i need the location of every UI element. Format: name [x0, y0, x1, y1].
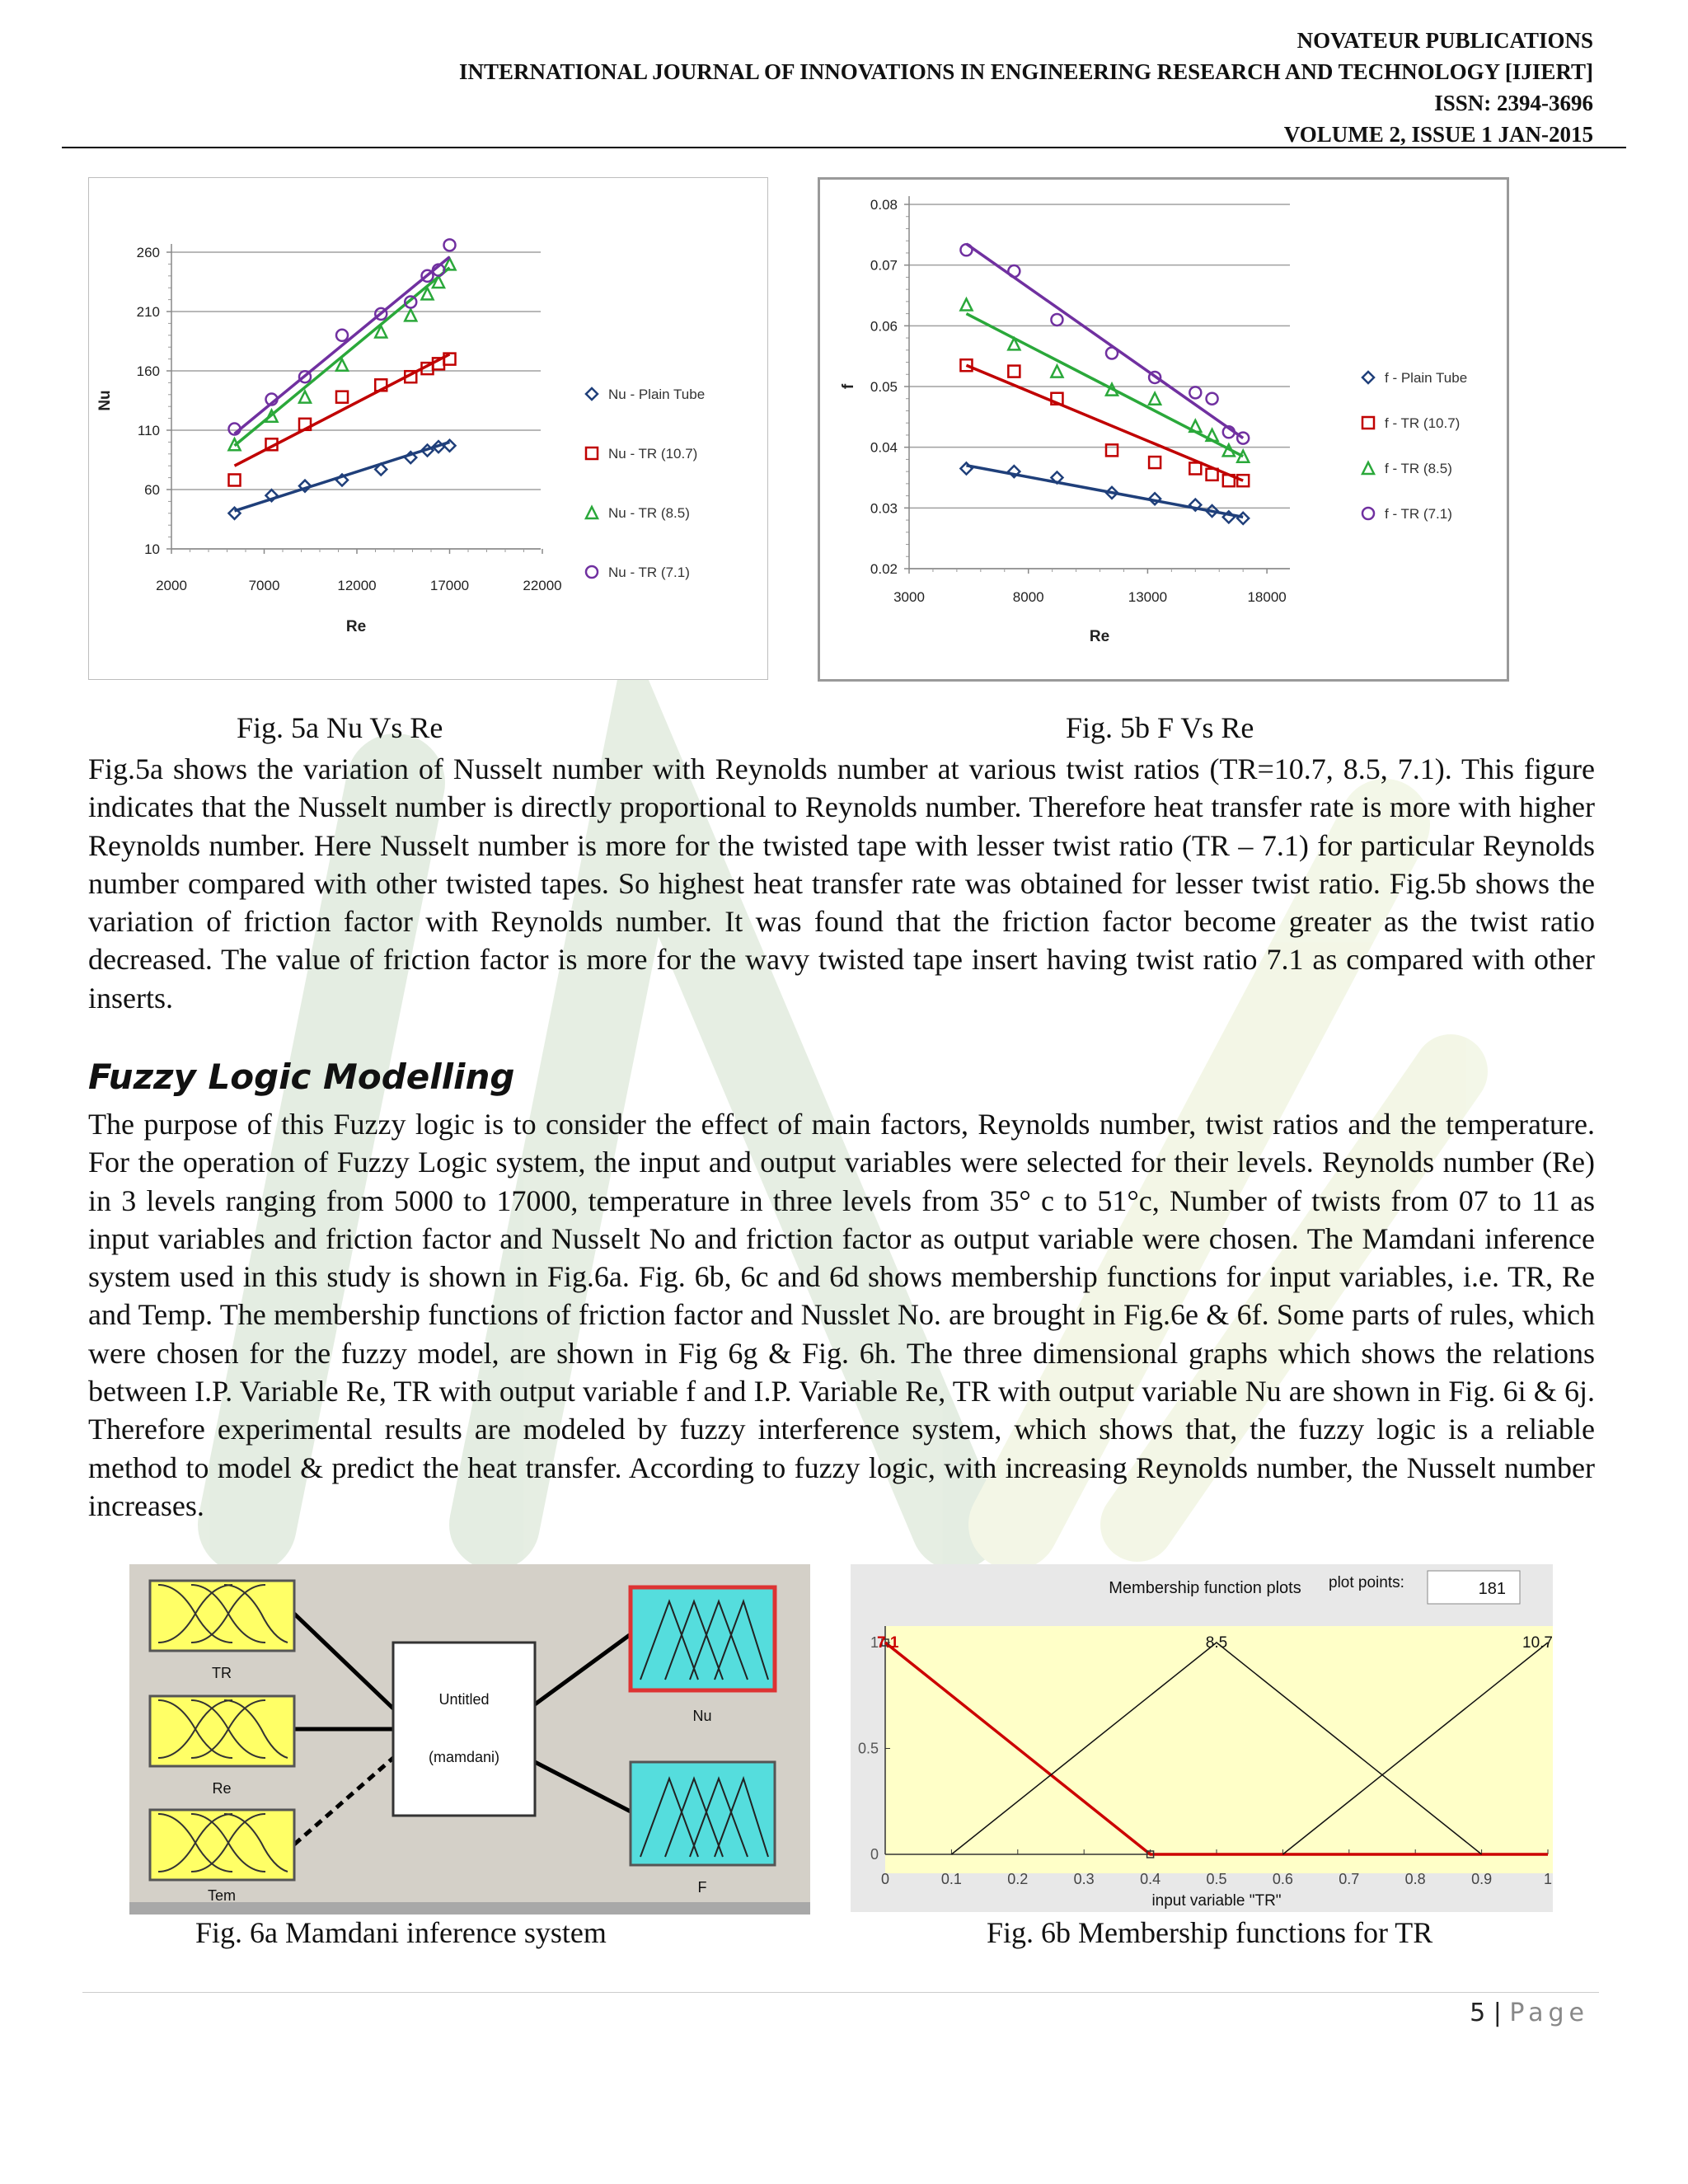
data-point — [336, 330, 348, 341]
running-header — [459, 25, 1593, 150]
data-point — [1008, 366, 1020, 377]
y-tick-label: 0.06 — [870, 318, 898, 335]
x-axis-label: Re — [1089, 628, 1110, 645]
plot-points-label: plot points: — [1329, 1574, 1404, 1591]
mf-axes-area — [885, 1626, 1553, 1873]
x-tick-label: 18000 — [1247, 589, 1287, 605]
data-point — [1237, 451, 1249, 462]
section-title: Fuzzy Logic Modelling — [88, 1057, 515, 1097]
legend-marker — [1362, 417, 1374, 429]
y-tick-label: 110 — [137, 423, 160, 438]
legend-marker — [586, 507, 598, 518]
y-tick-label: 160 — [136, 363, 160, 379]
input-tr-block — [150, 1581, 294, 1651]
volume-issue: VOLUME 2, ISSUE 1 JAN-2015 — [1283, 122, 1593, 147]
fig5b-chart — [820, 180, 1507, 679]
mf-x-tick-label: 0.3 — [1073, 1871, 1095, 1887]
data-point — [1237, 433, 1249, 444]
trend-line-1 — [235, 442, 450, 511]
page-number: 5 | Page — [1470, 1999, 1589, 2027]
mf-peak-label: 8.5 — [1205, 1634, 1228, 1652]
mf-y-tick-label: 0.5 — [857, 1740, 879, 1757]
mf-y-tick-label: 0 — [870, 1846, 879, 1863]
input-tem-block — [150, 1810, 294, 1880]
data-point — [1189, 420, 1201, 432]
output-f-label: F — [697, 1879, 707, 1896]
input-re-label: Re — [212, 1780, 232, 1797]
fig5a-chart — [89, 178, 767, 679]
data-point — [1051, 366, 1062, 377]
data-point — [229, 474, 241, 485]
x-tick-label: 3000 — [893, 589, 925, 605]
data-point — [1237, 513, 1249, 524]
issn: ISSN: 2394-3696 — [1434, 91, 1593, 115]
legend-marker — [1362, 508, 1374, 519]
data-point — [1189, 387, 1201, 398]
mf-y-tick-label: 1 — [870, 1634, 879, 1651]
data-point — [299, 391, 311, 403]
publisher: NOVATEUR PUBLICATIONS — [1296, 28, 1593, 53]
x-tick-label: 22000 — [523, 578, 562, 593]
mf-x-tick-label: 0.5 — [1206, 1871, 1227, 1887]
y-tick-label: 60 — [144, 482, 160, 498]
legend-label: Nu - TR (7.1) — [608, 565, 690, 580]
fis-engine-block — [393, 1643, 535, 1816]
paragraph-results: Fig.5a shows the variation of Nusselt number with Reynolds number at various twist ratios (TR=10.7, 8.5, 7.1). This figure indicates that the Nusselt number is directly proportional to Reynolds number. Therefore heat transfer rate is more with higher Reynolds number. Here Nusselt number is more for the twisted tape with lesser twist ratio (TR – 7.1) for particular Reynolds number compared with other twisted tapes. So highest heat transfer rate was obtained for lesser twist ratio. Fig.5b shows the variation of friction factor with Reynolds number. It was found that the friction factor become greater as the twist ratio decreased. The value of friction factor is more for the wavy twisted tape insert having twist ratio 7.1 as compared with other inserts. — [88, 752, 1595, 1015]
header-rule — [62, 147, 1626, 148]
plot-points-value: 181 — [1478, 1580, 1506, 1598]
mf-x-tick-label: 0.9 — [1471, 1871, 1493, 1887]
legend-label: f - TR (7.1) — [1385, 506, 1452, 522]
mf-x-tick-label: 0.1 — [940, 1871, 962, 1887]
x-tick-label: 13000 — [1128, 589, 1168, 605]
mf-x-tick-label: 0.2 — [1007, 1871, 1029, 1887]
data-point — [1189, 462, 1201, 474]
plot-points-input[interactable] — [1428, 1571, 1520, 1604]
trend-line-3 — [966, 314, 1243, 457]
legend-marker — [586, 388, 598, 400]
output-f-block — [631, 1762, 775, 1865]
y-tick-label: 0.08 — [870, 197, 898, 213]
x-tick-label: 2000 — [156, 578, 187, 593]
y-axis-label: Nu — [96, 390, 114, 411]
fig5a-caption: Fig. 5a Nu Vs Re — [237, 711, 443, 744]
data-point — [336, 391, 348, 403]
mf-x-axis-label: input variable "TR" — [1151, 1892, 1282, 1910]
fis-diagram — [129, 1564, 810, 1915]
data-point — [1207, 393, 1218, 405]
fis-title: Untitled — [438, 1691, 490, 1708]
fig6a-container — [129, 1564, 810, 1915]
footer-rule — [82, 1992, 1599, 1993]
legend-label: Nu - Plain Tube — [608, 387, 706, 402]
mf-plot-title: Membership function plots — [1109, 1579, 1301, 1597]
legend-label: f - TR (8.5) — [1385, 461, 1452, 476]
data-point — [1149, 457, 1160, 468]
y-tick-label: 210 — [136, 304, 160, 320]
input-tr-label: TR — [212, 1665, 232, 1681]
legend-label: Nu - TR (10.7) — [608, 446, 698, 462]
journal-name: INTERNATIONAL JOURNAL OF INNOVATIONS IN ENGINEERING RESEARCH AND TECHNOLOGY [IJIERT] — [458, 59, 1593, 84]
mf-x-tick-label: 0 — [880, 1871, 890, 1887]
mf-x-tick-label: 0.4 — [1140, 1871, 1161, 1887]
mf-x-tick-label: 0.8 — [1404, 1871, 1426, 1887]
data-point — [1106, 444, 1118, 456]
fig6a-caption: Fig. 6a Mamdani inference system — [195, 1916, 607, 1949]
data-point — [1051, 314, 1062, 326]
mf-x-tick-label: 0.7 — [1339, 1871, 1360, 1887]
data-point — [1106, 347, 1118, 359]
legend-marker — [586, 448, 598, 459]
data-point — [960, 244, 972, 255]
mf-peak-label: 10.7 — [1522, 1634, 1553, 1652]
data-point — [960, 299, 972, 311]
y-axis-label: f — [840, 383, 857, 390]
data-point — [960, 462, 972, 474]
input-re-block — [150, 1696, 294, 1766]
legend-label: f - TR (10.7) — [1385, 415, 1461, 431]
mf-x-tick-label: 1 — [1543, 1871, 1553, 1887]
y-tick-label: 0.05 — [870, 379, 898, 395]
legend-label: Nu - TR (8.5) — [608, 505, 690, 521]
fig6b-container — [851, 1564, 1553, 1912]
data-point — [444, 440, 456, 452]
fig5b-caption: Fig. 5b F Vs Re — [1066, 711, 1254, 744]
x-axis-label: Re — [345, 618, 367, 635]
legend-marker — [586, 566, 598, 578]
legend-label: f - Plain Tube — [1385, 370, 1468, 386]
fig5b-container — [818, 177, 1509, 682]
x-tick-label: 8000 — [1012, 589, 1044, 605]
x-tick-label: 12000 — [337, 578, 377, 593]
y-tick-label: 10 — [144, 541, 160, 557]
data-point — [1237, 475, 1249, 486]
x-tick-label: 17000 — [429, 578, 470, 593]
mf-peak-label: 7.1 — [877, 1634, 899, 1652]
y-tick-label: 260 — [136, 245, 160, 260]
fis-type: (mamdani) — [428, 1749, 500, 1765]
fig6b-caption: Fig. 6b Membership functions for TR — [987, 1916, 1433, 1949]
data-point — [1008, 265, 1020, 277]
output-nu-label: Nu — [692, 1708, 712, 1724]
y-tick-label: 0.04 — [870, 439, 898, 456]
mf-x-tick-label: 0.6 — [1272, 1871, 1293, 1887]
output-nu-block — [631, 1587, 775, 1690]
mf-plot — [851, 1564, 1553, 1912]
input-tem-label: Tem — [207, 1887, 237, 1904]
y-tick-label: 0.03 — [870, 500, 898, 517]
legend-marker — [1362, 372, 1374, 383]
trend-line-4 — [235, 257, 450, 434]
data-point — [444, 239, 456, 251]
x-tick-label: 7000 — [248, 578, 280, 593]
y-tick-label: 0.07 — [870, 257, 898, 274]
data-point — [1149, 393, 1160, 405]
y-tick-label: 0.02 — [870, 561, 898, 577]
fig5a-container — [88, 177, 768, 680]
paragraph-fuzzy: The purpose of this Fuzzy logic is to consider the effect of main factors, Reynolds number, twist ratios and the temperature. For the operation of Fuzzy Logic system, the input and output variables were selected for their levels. Reynolds number (Re) in 3 levels ranging from 5000 to 17000, temperature in three levels from 35° c to 51°c, Number of twists from 07 to 11 as input variables and friction factor and Nusselt No and friction factor as output variable were chosen. The Mamdani inference system used in this study is shown in Fig.6a. Fig. 6b, 6c and 6d shows membership functions for input variables, i.e. TR, Re and Temp. The membership functions of friction factor and Nusslet No. are brought in Fig.6e & 6f. Some parts of rules, which were chosen for the fuzzy model, are shown in Fig 6g & Fig. 6h. The three dimensional graphs which shows the relations between I.P. Variable Re, TR with output variable f and I.P. Variable Re, TR with output variable Nu are shown in Fig. 6i & 6j. Therefore experimental results are modeled by fuzzy interference system, which shows that, the fuzzy logic is a reliable method to model & predict the heat transfer. According to fuzzy logic, with increasing Reynolds number, the Nusselt number increases. — [88, 1108, 1595, 1522]
legend-marker — [1362, 462, 1374, 474]
